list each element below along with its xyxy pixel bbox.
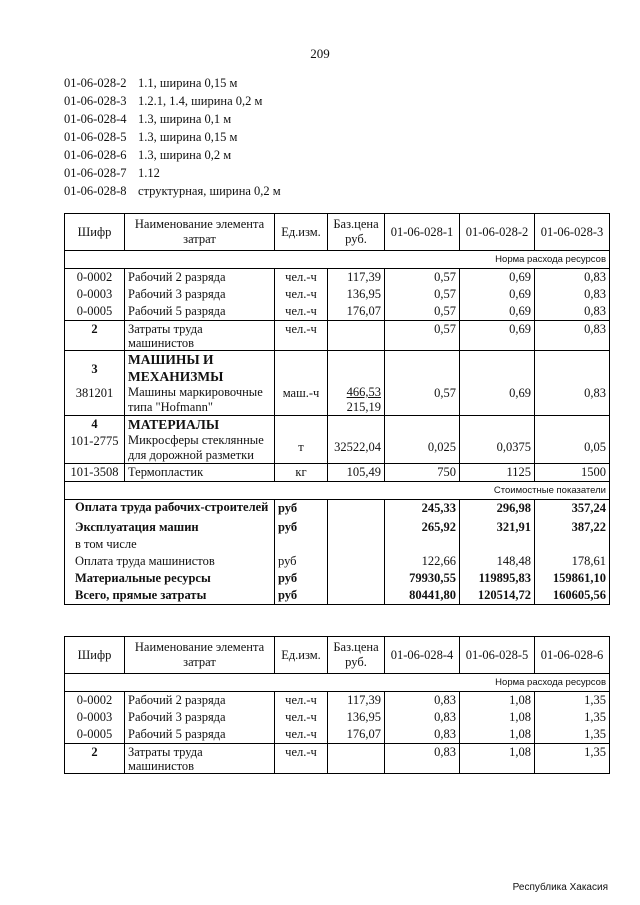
table-row [65,726,610,744]
cost-value: 296,98 [460,500,535,518]
cost-name: Оплата труда машинистов [65,553,275,570]
variant-text: 1.12 [138,166,160,180]
variant-code: 01-06-028-5 [64,130,127,144]
cost-name: в том числе [65,536,275,553]
cell-name: Затраты труда машинистов [125,321,275,351]
variant-item [64,110,281,128]
header-code: Шифр [65,637,125,674]
table-row [65,269,610,287]
cost-unit: руб [275,517,328,536]
empty-cell [275,536,328,553]
cell-name: Термопластик [125,464,275,482]
cell-value: 0,83 [535,303,610,321]
cell-code: 0-0002 [65,692,125,710]
cell-value: 1,35 [535,692,610,710]
cell-price: 32522,04 [328,433,385,464]
cell-price [328,321,385,351]
cell-code: 2 [65,321,125,351]
table-row [65,464,610,482]
section-row [65,416,610,434]
cell-value: 0,05 [535,433,610,464]
table-header-row [65,214,610,251]
cost-label: Стоимостные показатели [65,482,610,500]
header-name: Наименование элемента затрат [125,637,275,674]
cost-value: 357,24 [535,500,610,518]
variant-text: структурная, ширина 0,2 м [138,184,281,198]
header-col-1: 01-06-028-4 [385,637,460,674]
empty-cell [328,536,385,553]
cell-code: 381201 [65,385,125,416]
empty-cell [328,570,385,587]
empty-cell [385,351,460,386]
empty-cell [328,351,385,386]
cost-value: 80441,80 [385,587,460,605]
empty-cell [328,553,385,570]
cell-price: 117,39 [328,692,385,710]
empty-cell [385,416,460,434]
cell-code: 2 [65,744,125,774]
cell-code: 0-0003 [65,709,125,726]
cell-unit: т [275,433,328,464]
cost-row [65,500,610,518]
cell-value: 0,83 [535,385,610,416]
cost-value: 148,48 [460,553,535,570]
header-unit: Ед.изм. [275,214,328,251]
cell-value: 1,35 [535,744,610,774]
cell-value: 1,08 [460,692,535,710]
cost-value: 120514,72 [460,587,535,605]
cell-unit: маш.-ч [275,385,328,416]
table-header-row [65,637,610,674]
cell-value: 0,57 [385,286,460,303]
cell-value: 0,69 [460,269,535,287]
header-price: Баз.цена руб. [328,637,385,674]
price-top: 466,53 [346,385,381,399]
resource-table-1 [64,213,610,605]
empty-cell [328,517,385,536]
empty-cell [460,351,535,386]
cost-value: 159861,10 [535,570,610,587]
cost-name: Эксплуатация машин [65,517,275,536]
cell-price: 117,39 [328,269,385,287]
variant-item [64,74,281,92]
cell-unit: чел.-ч [275,303,328,321]
header-col-3: 01-06-028-3 [535,214,610,251]
cost-name: Материальные ресурсы [65,570,275,587]
cell-value: 0,83 [385,726,460,744]
cost-value: 119895,83 [460,570,535,587]
variant-code: 01-06-028-4 [64,112,127,126]
cell-unit: чел.-ч [275,692,328,710]
header-col-1: 01-06-028-1 [385,214,460,251]
variant-text: 1.2.1, 1.4, ширина 0,2 м [138,94,263,108]
cell-price: 105,49 [328,464,385,482]
cell-unit: чел.-ч [275,286,328,303]
cell-price [328,385,385,416]
table-row [65,433,610,464]
section-title: МАТЕРИАЛЫ [125,416,275,434]
cell-unit: чел.-ч [275,726,328,744]
variant-code: 01-06-028-2 [64,76,127,90]
cell-value: 0,57 [385,321,460,351]
cost-unit: руб [275,587,328,605]
cost-value: 265,92 [385,517,460,536]
variant-code: 01-06-028-8 [64,184,127,198]
empty-cell [275,416,328,434]
cell-unit: кг [275,464,328,482]
cell-value: 1,08 [460,744,535,774]
cell-value: 0,83 [385,692,460,710]
cell-name: Рабочий 3 разряда [125,286,275,303]
cell-code: 101-3508 [65,464,125,482]
cell-value: 1,08 [460,726,535,744]
cell-value: 0,83 [535,269,610,287]
cost-row [65,517,610,536]
section-row [65,351,610,386]
variant-item [64,128,281,146]
resource-table-2 [64,636,610,774]
cell-code: 0-0005 [65,303,125,321]
header-name: Наименование элемента затрат [125,214,275,251]
cell-value: 0,83 [535,286,610,303]
cell-name: Микросферы стеклянные для дорожной разметки [125,433,275,464]
empty-cell [460,536,535,553]
variant-item [64,146,281,164]
cost-unit: руб [275,500,328,518]
cell-value: 1125 [460,464,535,482]
header-col-3: 01-06-028-6 [535,637,610,674]
cell-value: 1,08 [460,709,535,726]
page-number: 209 [310,46,330,61]
cost-value: 160605,56 [535,587,610,605]
cost-value: 178,61 [535,553,610,570]
cell-price: 176,07 [328,303,385,321]
empty-cell [385,536,460,553]
cost-value: 387,22 [535,517,610,536]
cost-value: 122,66 [385,553,460,570]
cell-name: Рабочий 5 разряда [125,726,275,744]
variant-list [64,74,281,200]
header-col-2: 01-06-028-2 [460,214,535,251]
cell-value: 0,69 [460,286,535,303]
cost-name: Оплата труда рабочих-строителей [65,500,275,518]
variant-code: 01-06-028-7 [64,166,127,180]
variant-text: 1.3, ширина 0,15 м [138,130,238,144]
price-bottom: 215,19 [346,400,381,414]
cell-price: 136,95 [328,286,385,303]
cost-value: 321,91 [460,517,535,536]
empty-cell [328,416,385,434]
variant-text: 1.1, ширина 0,15 м [138,76,238,90]
empty-cell [535,536,610,553]
cost-row [65,536,610,553]
cell-value: 0,69 [460,385,535,416]
cell-value: 0,57 [385,385,460,416]
cost-unit: руб [275,553,328,570]
norm-label: Норма расхода ресурсов [65,674,610,692]
cell-name: Рабочий 5 разряда [125,303,275,321]
cell-unit: чел.-ч [275,269,328,287]
section-title: МАШИНЫ И МЕХАНИЗМЫ [125,351,275,386]
cell-name: Рабочий 3 разряда [125,709,275,726]
table-row [65,303,610,321]
variant-item [64,182,281,200]
footer-region: Республика Хакасия [512,882,608,893]
cell-value: 0,57 [385,269,460,287]
cell-code: 0-0003 [65,286,125,303]
table-row [65,744,610,774]
cell-price [328,744,385,774]
cell-unit: чел.-ч [275,744,328,774]
cost-row [65,553,610,570]
cost-name: Всего, прямые затраты [65,587,275,605]
section-code: 3 [65,351,125,386]
header-col-2: 01-06-028-5 [460,637,535,674]
variant-item [64,92,281,110]
header-unit: Ед.изм. [275,637,328,674]
table-row [65,321,610,351]
section-label-row [65,674,610,692]
cost-unit: руб [275,570,328,587]
table-row [65,286,610,303]
cell-name: Рабочий 2 разряда [125,269,275,287]
empty-cell [535,416,610,434]
empty-cell [328,500,385,518]
variant-text: 1.3, ширина 0,1 м [138,112,232,126]
cell-value: 0,69 [460,303,535,321]
cell-name: Затраты труда машинистов [125,744,275,774]
norm-label: Норма расхода ресурсов [65,251,610,269]
cell-name: Машины маркировочные типа "Hofmann" [125,385,275,416]
empty-cell [328,587,385,605]
variant-text: 1.3, ширина 0,2 м [138,148,232,162]
cell-unit: чел.-ч [275,709,328,726]
table-row [65,692,610,710]
cost-row [65,570,610,587]
section-code: 4 [65,416,125,434]
cell-price: 136,95 [328,709,385,726]
header-code: Шифр [65,214,125,251]
empty-cell [275,351,328,386]
cost-value: 79930,55 [385,570,460,587]
cell-value: 1,35 [535,726,610,744]
table-row [65,709,610,726]
cell-value: 0,57 [385,303,460,321]
cost-row [65,587,610,605]
cell-value: 0,025 [385,433,460,464]
cell-value: 0,83 [535,321,610,351]
section-label-row [65,482,610,500]
cell-code: 101-2775 [65,433,125,464]
cost-value: 245,33 [385,500,460,518]
empty-cell [460,416,535,434]
cell-value: 1500 [535,464,610,482]
cell-price: 176,07 [328,726,385,744]
cell-value: 0,83 [385,709,460,726]
cell-value: 0,69 [460,321,535,351]
cell-unit: чел.-ч [275,321,328,351]
section-label-row [65,251,610,269]
cell-value: 0,83 [385,744,460,774]
cell-code: 0-0002 [65,269,125,287]
cell-value: 0,0375 [460,433,535,464]
variant-code: 01-06-028-6 [64,148,127,162]
cell-name: Рабочий 2 разряда [125,692,275,710]
cell-code: 0-0005 [65,726,125,744]
variant-item [64,164,281,182]
table-row [65,385,610,416]
cell-value: 1,35 [535,709,610,726]
cell-value: 750 [385,464,460,482]
header-price: Баз.цена руб. [328,214,385,251]
empty-cell [535,351,610,386]
variant-code: 01-06-028-3 [64,94,127,108]
